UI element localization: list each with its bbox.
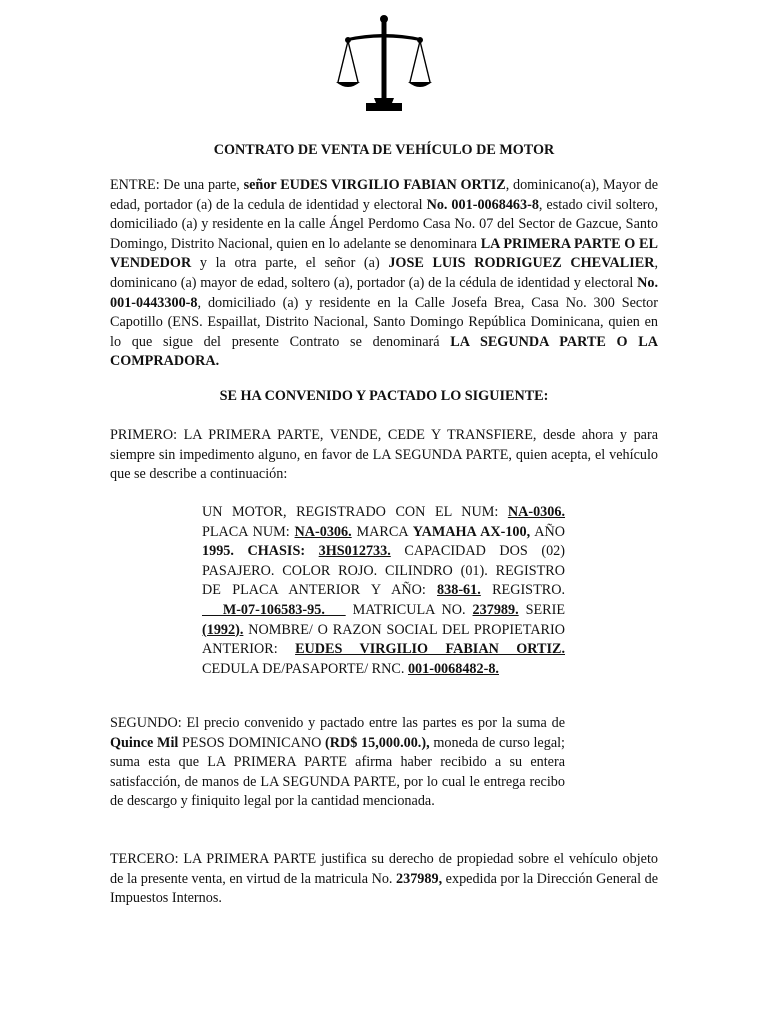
clause-primero: PRIMERO: LA PRIMERA PARTE, VENDE, CEDE Y TRANSFIERE, desde ahora y para siempre sin impedimento alguno, en favor de LA SEGUNDA PARTE, quien acepta, el vehículo que se describe a continuación: — [110, 427, 658, 483]
agreement-heading: SE HA CONVENIDO Y PACTADO LO SIGUIENTE: — [219, 388, 549, 404]
vehicle-description: UN MOTOR, REGISTRADO CON EL NUM: NA-0306. PLACA NUM: NA-0306. MARCA YAMAHA AX-100, AÑO 1995. CHASIS: 3HS012733. CAPACIDAD DOS (02) PASAJERO. COLOR ROJO. CILINDRO (01). REGISTRO DE PLACA ANTERIOR Y AÑO: 838-61. REGISTRO. M-07-106583-95. MATRICULA NO. 237989. SERIE (1992). NOMBRE/ O RAZON SOCIAL DEL PROPIETARIO ANTERIOR: EUDES VIRGILIO FABIAN ORTIZ. CEDULA DE/PASAPORTE/ RNC. 001-0068482-8. — [202, 504, 565, 677]
scales-of-justice-icon — [334, 10, 434, 114]
clause-segundo: SEGUNDO: El precio convenido y pactado entre las partes es por la suma de Quince Mil PESOS DOMINICANO (RD$ 15,000.00.), moneda de curso legal; suma esta que LA PRIMERA PARTE afirma haber recibido a su entera satisfacción, de manos de LA SEGUNDA PARTE, por lo cual le entrega recibo de descargo y finiquito legal por la cantidad mencionada. — [110, 715, 565, 810]
parties-paragraph: ENTRE: De una parte, señor EUDES VIRGILIO FABIAN ORTIZ, dominicano(a), Mayor de edad, portador (a) de la cedula de identidad y electoral No. 001-0068463-8, estado civil soltero, domiciliado (a) y residente en la calle Ángel Perdomo Casa No. 07 del Sector de Gazcue, Santo Domingo, Distrito Nacional, quien en lo adelante se denominara LA PRIMERA PARTE O EL VENDEDOR y la otra parte, el señor (a) JOSE LUIS RODRIGUEZ CHEVALIER, dominicano (a) mayor de edad, soltero (a), portador (a) de la cédula de identidad y electoral No. 001-0443300-8, domiciliado (a) y residente en la Calle Josefa Brea, Casa No. 300 Sector Capotillo (ENS. Espaillat, Distrito Nacional, Santo Domingo República Dominicana, quien en lo que sigue del presente Contrato se denominará LA SEGUNDA PARTE O LA COMPRADORA. — [110, 177, 658, 370]
document-title: CONTRATO DE VENTA DE VEHÍCULO DE MOTOR — [213, 142, 555, 158]
clause-tercero: TERCERO: LA PRIMERA PARTE justifica su derecho de propiedad sobre el vehículo objeto de la presente venta, en virtud de la matricula No. 237989, expedida por la Dirección General de Impuestos Internos. — [110, 851, 658, 907]
